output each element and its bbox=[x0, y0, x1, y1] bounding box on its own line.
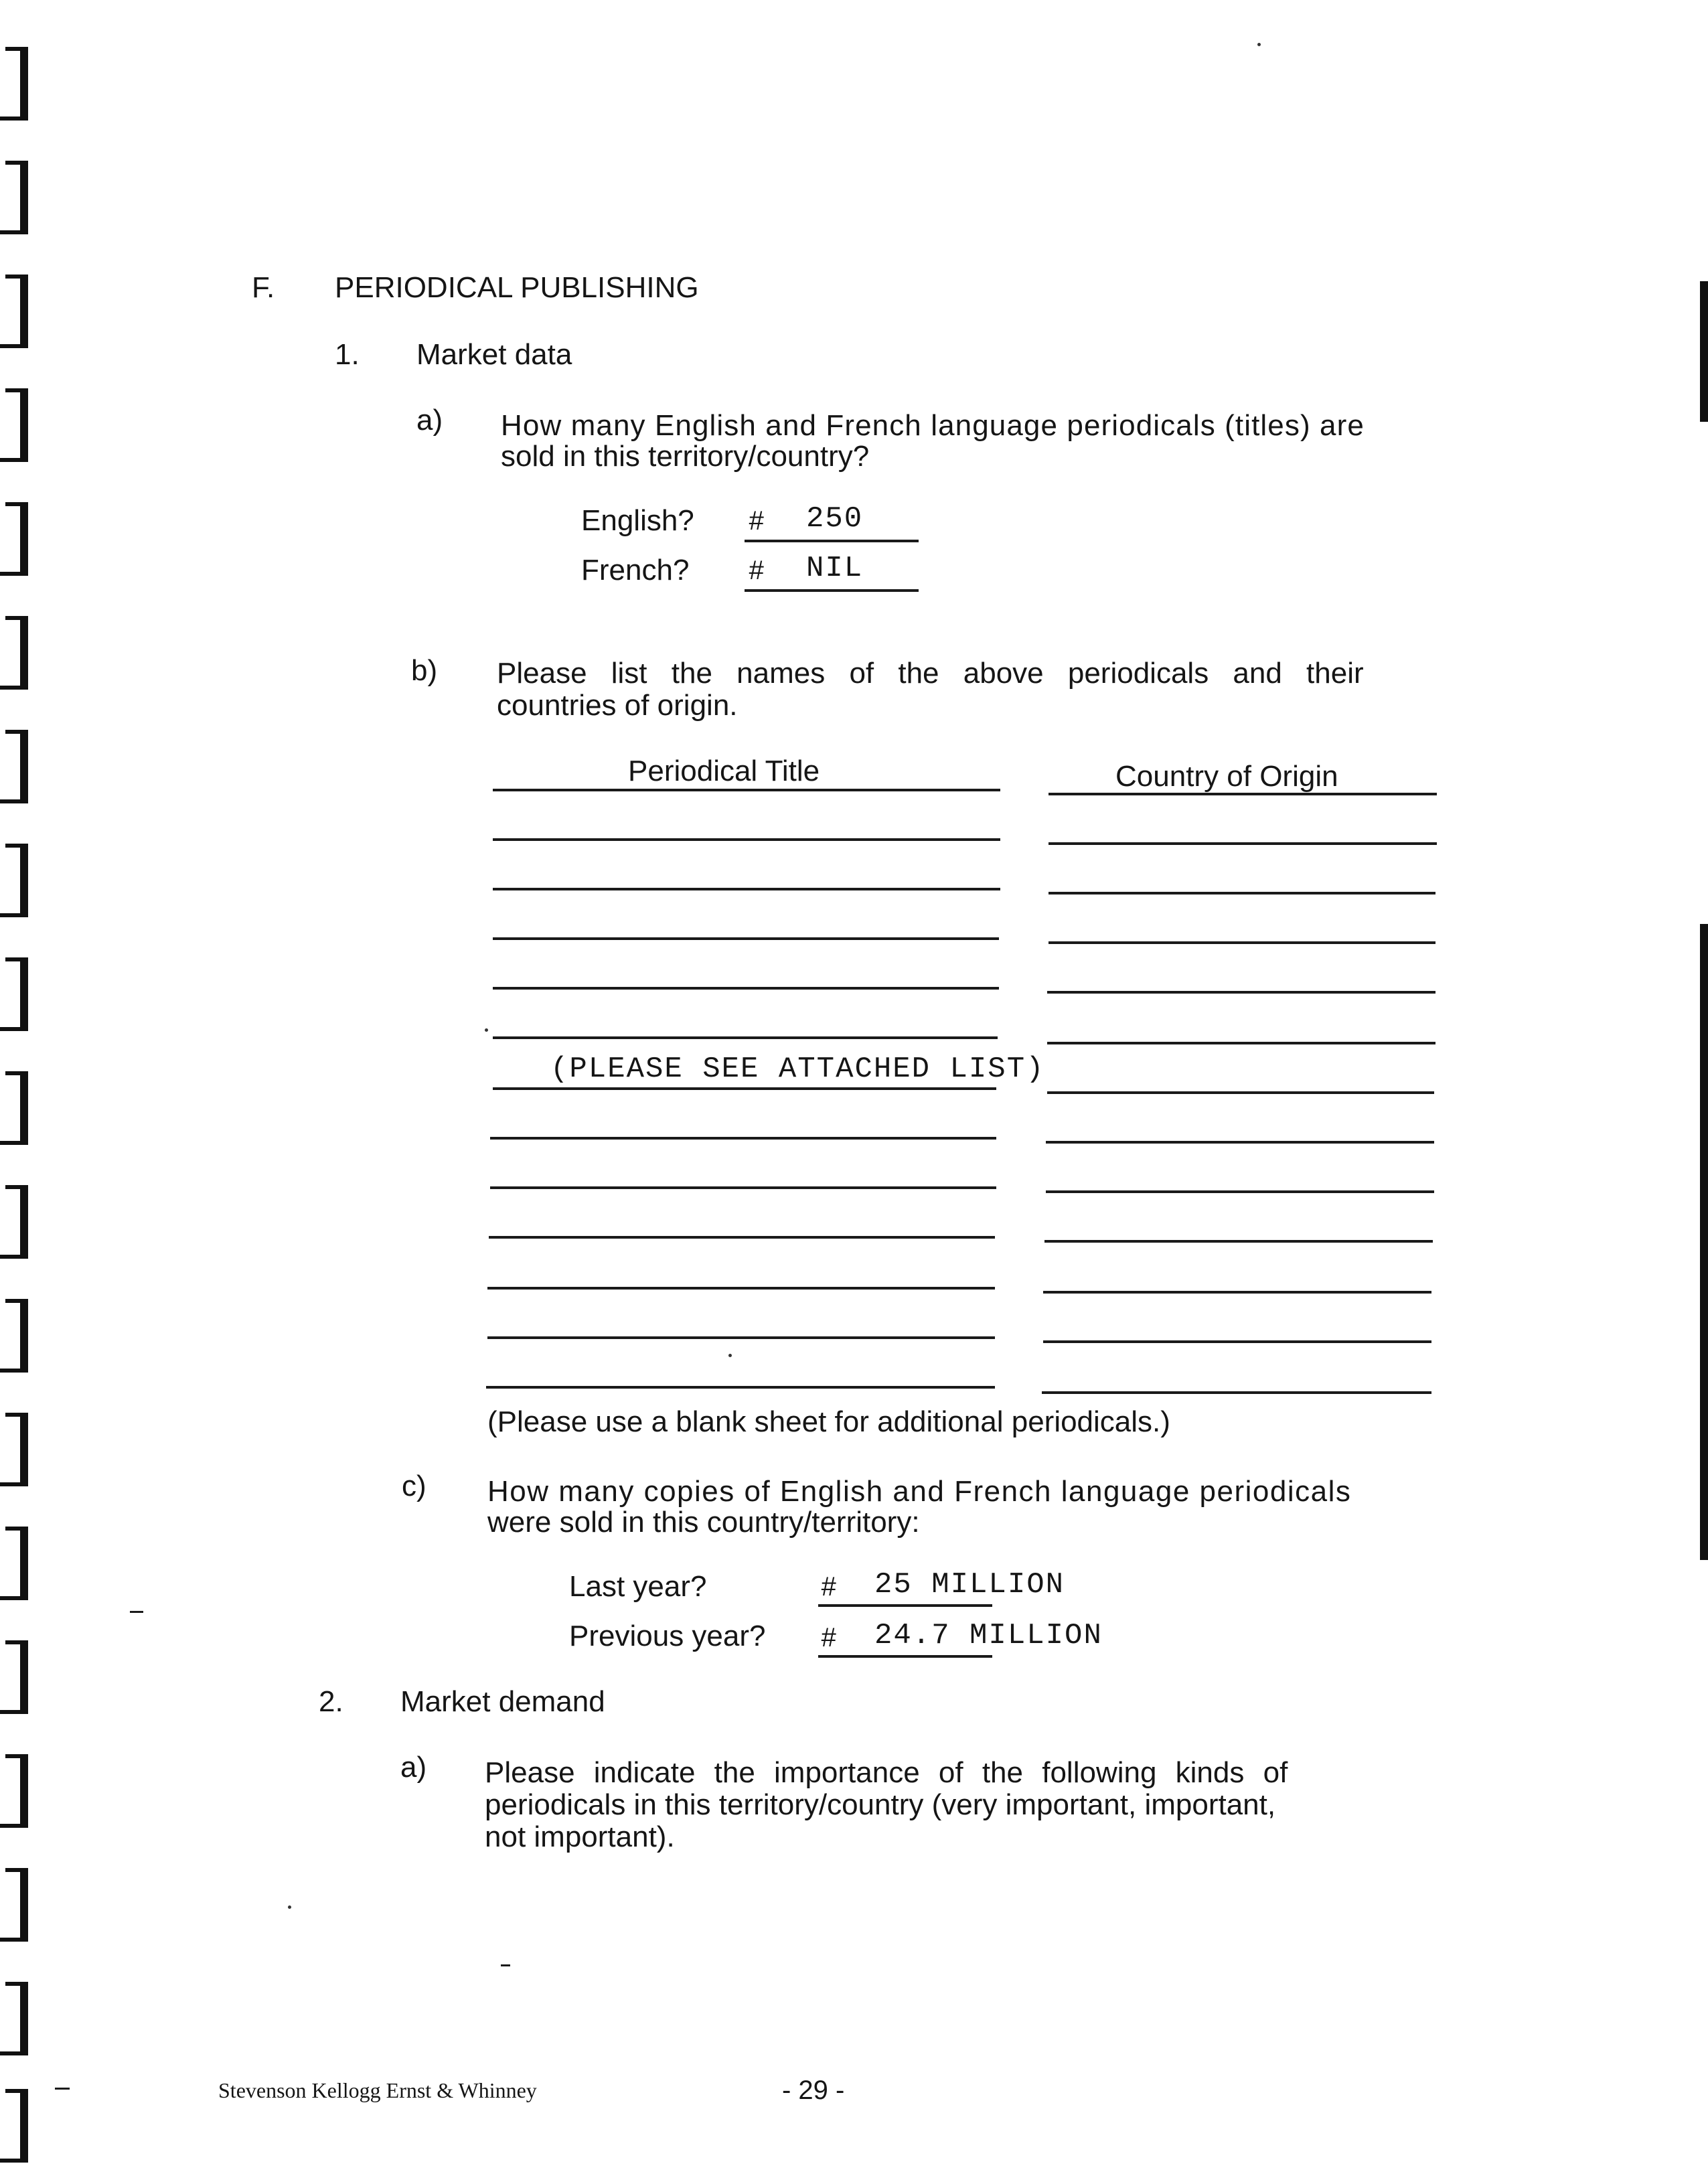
table-row-line bbox=[487, 1287, 995, 1290]
table-row-line bbox=[490, 1186, 996, 1189]
table-row-line bbox=[1047, 991, 1435, 994]
scan-speck bbox=[1257, 43, 1261, 46]
table-row-line bbox=[489, 1236, 995, 1239]
subsection-number: 1. bbox=[335, 338, 360, 371]
answer-line bbox=[818, 1604, 992, 1607]
previous-year-label: Previous year? bbox=[569, 1620, 766, 1652]
question-label: a) bbox=[400, 1751, 427, 1784]
binder-bracket bbox=[0, 1299, 32, 1373]
question-label: b) bbox=[411, 654, 438, 687]
table-row-line bbox=[1046, 1141, 1434, 1144]
footer-firm-name: Stevenson Kellogg Ernst & Whinney bbox=[218, 2078, 537, 2102]
binder-bracket bbox=[0, 275, 32, 348]
binder-bracket bbox=[0, 1071, 32, 1145]
question-text: Please list the names of the above periodicals and their bbox=[497, 657, 1364, 690]
question-label: c) bbox=[402, 1470, 426, 1502]
question-label: a) bbox=[416, 404, 443, 437]
answer-line bbox=[745, 540, 919, 542]
binder-bracket bbox=[0, 1868, 32, 1942]
question-text: periodicals in this territory/country (very important, important, bbox=[485, 1788, 1276, 1821]
question-text: countries of origin. bbox=[497, 689, 738, 722]
attached-list-note: (PLEASE SEE ATTACHED LIST) bbox=[550, 1053, 1045, 1086]
english-value: 250 bbox=[806, 502, 864, 536]
question-text: Please indicate the importance of the following kinds of bbox=[485, 1756, 1288, 1789]
question-text: not important). bbox=[485, 1820, 675, 1853]
answer-line bbox=[818, 1655, 992, 1658]
subsection-number: 2. bbox=[319, 1685, 343, 1718]
binder-bracket bbox=[0, 730, 32, 803]
number-sign: # bbox=[749, 506, 764, 536]
scan-dash bbox=[501, 1964, 510, 1966]
table-row-line bbox=[493, 838, 1000, 841]
binder-bracket bbox=[0, 1640, 32, 1714]
english-label: English? bbox=[581, 504, 694, 537]
scan-speck bbox=[485, 1028, 488, 1032]
binder-bracket bbox=[0, 844, 32, 917]
table-row-line bbox=[1044, 1240, 1433, 1243]
question-text: were sold in this country/territory: bbox=[487, 1506, 920, 1539]
table-row-line bbox=[486, 1386, 995, 1389]
table-row-line bbox=[1042, 1391, 1431, 1394]
scan-edge-mark bbox=[1700, 281, 1708, 422]
table-row-line bbox=[1046, 1190, 1434, 1193]
binder-bracket bbox=[0, 1413, 32, 1486]
answer-line bbox=[745, 589, 919, 592]
table-row-line bbox=[493, 789, 1000, 791]
table-row-line bbox=[493, 1036, 998, 1039]
table-row-line bbox=[1049, 892, 1435, 894]
section-letter: F. bbox=[252, 271, 275, 304]
binder-bracket bbox=[0, 2089, 32, 2163]
previous-year-value: 24.7 MILLION bbox=[874, 1619, 1103, 1652]
binder-bracket bbox=[0, 388, 32, 462]
binder-bracket bbox=[0, 1982, 32, 2055]
scan-edge-mark bbox=[1700, 924, 1708, 1560]
question-text: How many copies of English and French language periodicals bbox=[487, 1475, 1352, 1508]
binder-bracket bbox=[0, 1185, 32, 1259]
section-title: PERIODICAL PUBLISHING bbox=[335, 271, 699, 304]
number-sign: # bbox=[821, 1572, 836, 1602]
subsection-title: Market data bbox=[416, 338, 572, 371]
number-sign: # bbox=[821, 1623, 836, 1652]
binder-bracket bbox=[0, 1527, 32, 1600]
table-row-line bbox=[1043, 1291, 1431, 1294]
table-row-line bbox=[1049, 941, 1435, 944]
scan-dash bbox=[130, 1611, 143, 1613]
table-row-line bbox=[1043, 1340, 1431, 1343]
page-number: - 29 - bbox=[782, 2076, 845, 2105]
binder-bracket bbox=[0, 502, 32, 576]
table-row-line bbox=[493, 888, 1000, 890]
scan-dash bbox=[55, 2088, 70, 2090]
question-text: How many English and French language periodicals (titles) are bbox=[501, 409, 1365, 442]
table-row-line bbox=[1049, 842, 1437, 845]
column-header-title: Periodical Title bbox=[628, 755, 820, 787]
table-row-line bbox=[1047, 1091, 1434, 1094]
subsection-title: Market demand bbox=[400, 1685, 605, 1718]
binder-bracket bbox=[0, 957, 32, 1031]
number-sign: # bbox=[749, 556, 764, 585]
table-row-line bbox=[493, 987, 999, 990]
binder-bracket bbox=[0, 47, 32, 121]
table-row-line bbox=[493, 1087, 996, 1090]
french-label: French? bbox=[581, 554, 690, 587]
binder-bracket bbox=[0, 616, 32, 690]
table-row-line bbox=[487, 1336, 995, 1339]
binder-bracket bbox=[0, 161, 32, 234]
table-row-line bbox=[1049, 793, 1437, 795]
last-year-label: Last year? bbox=[569, 1570, 707, 1603]
additional-periodicals-note: (Please use a blank sheet for additional periodicals.) bbox=[487, 1405, 1170, 1438]
table-row-line bbox=[490, 1137, 996, 1140]
question-text: sold in this territory/country? bbox=[501, 440, 870, 473]
table-row-line bbox=[1047, 1042, 1435, 1044]
binder-bracket bbox=[0, 1754, 32, 1828]
french-value: NIL bbox=[806, 552, 864, 585]
table-row-line bbox=[493, 937, 999, 940]
scan-speck bbox=[728, 1354, 732, 1357]
column-header-country: Country of Origin bbox=[1115, 760, 1338, 793]
last-year-value: 25 MILLION bbox=[874, 1568, 1065, 1602]
scan-speck bbox=[288, 1905, 291, 1909]
